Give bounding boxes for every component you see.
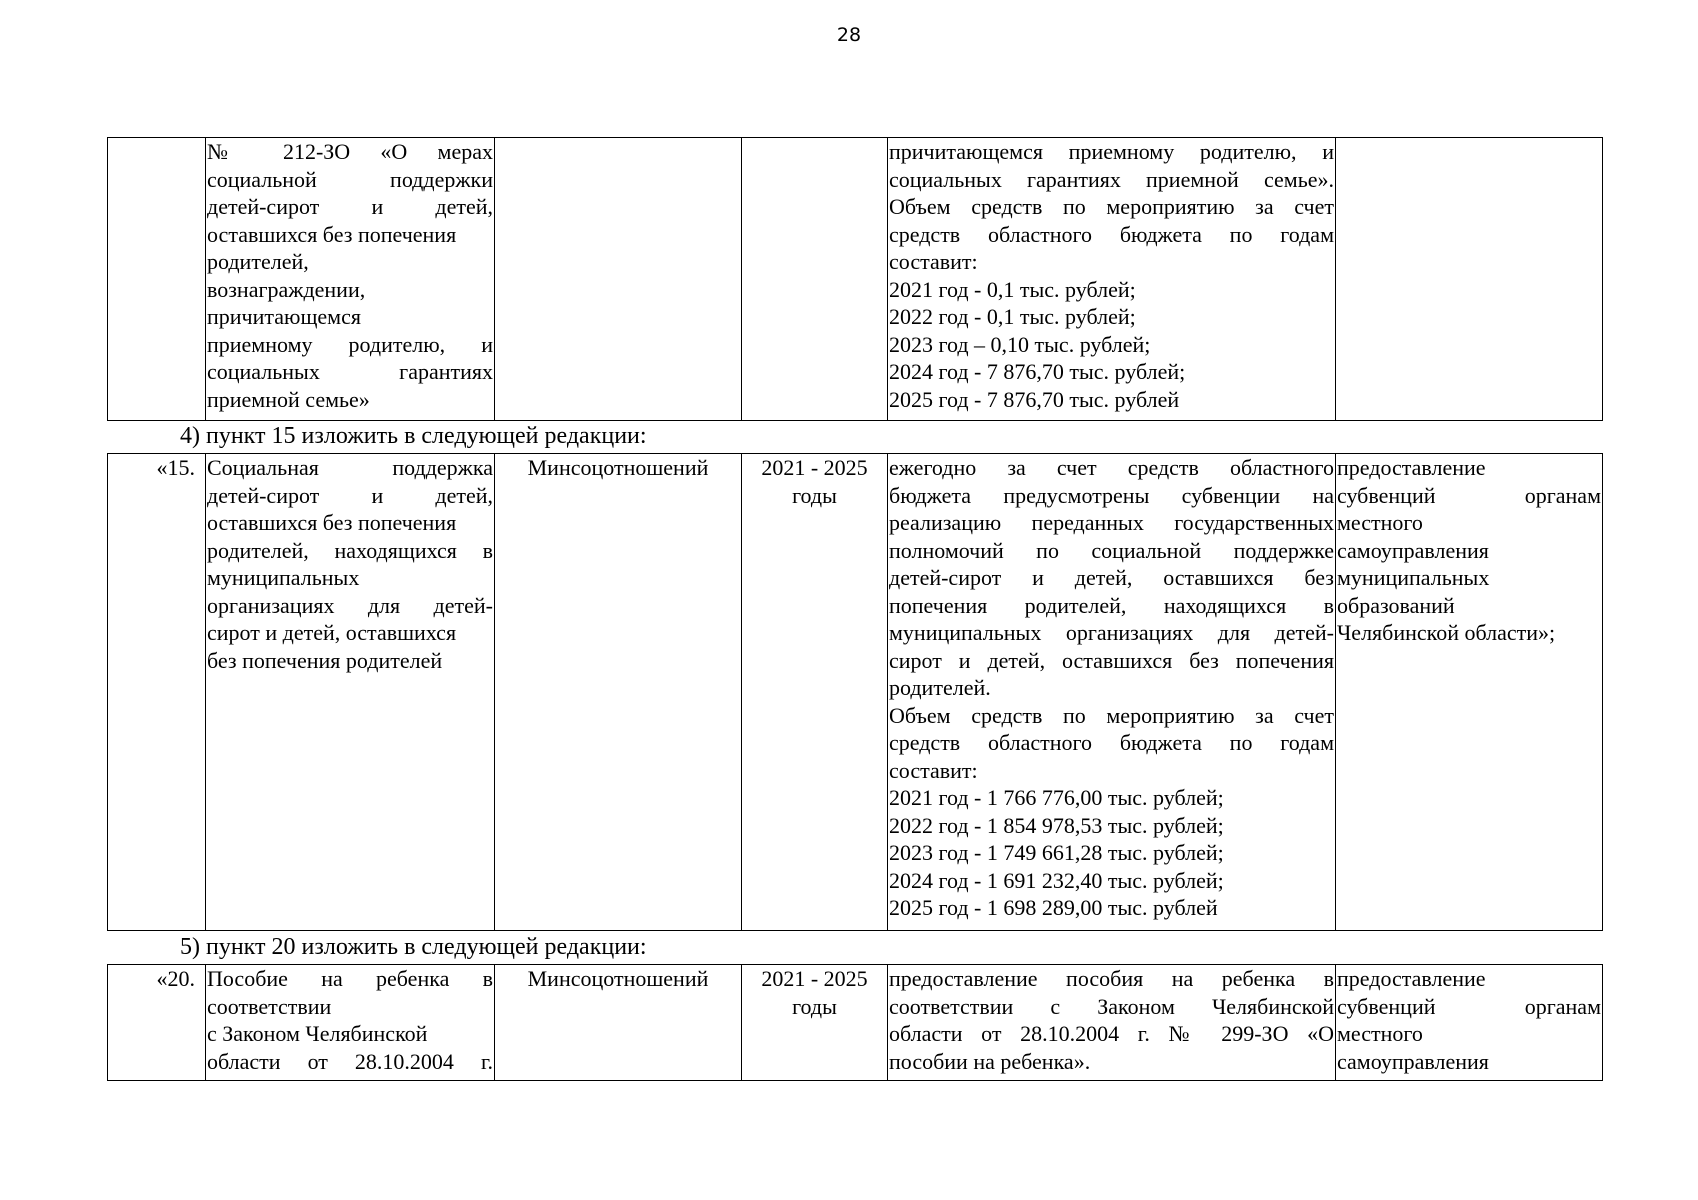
responsible-cell: Минсоцотношений xyxy=(495,965,742,1081)
text-line: составит: xyxy=(889,249,978,274)
text-line: годы xyxy=(792,482,837,508)
text-line: области от 28.10.2004 г. № 299-ЗО «О xyxy=(889,1021,1334,1046)
text-line: 2021 год - 1 766 776,00 тыс. рублей; xyxy=(889,785,1224,810)
text-line: пособии на ребенка». xyxy=(889,1048,1091,1074)
text-line: области от 28.10.2004 г. xyxy=(207,1048,493,1074)
text-line: 2024 год - 7 876,70 тыс. рублей; xyxy=(889,359,1186,384)
program-table-item-15 xyxy=(107,453,1603,931)
text-line: бюджета предусмотрены субвенции на xyxy=(889,482,1334,508)
program-table-item-20 xyxy=(107,964,1603,1081)
text-line: Объем средств по мероприятию за счет xyxy=(889,702,1334,728)
text-line: муниципальных организациях для детей- xyxy=(889,620,1334,645)
text-line: организациях для детей- xyxy=(207,592,493,618)
text-line: детей-сирот и детей, xyxy=(207,482,493,508)
text-line: полномочий по социальной поддержке xyxy=(889,537,1334,563)
item-number-cell xyxy=(108,138,206,421)
text-line: родителей. xyxy=(889,675,991,700)
page-number: 28 xyxy=(836,24,862,46)
text-line: причитающемся xyxy=(207,304,361,329)
text-line: попечения родителей, находящихся в xyxy=(889,592,1334,618)
text-line: самоуправления xyxy=(1337,537,1489,563)
text-line: родителей, находящихся в xyxy=(207,537,493,563)
text-line: муниципальных xyxy=(1337,565,1490,590)
text-line: предоставление xyxy=(1337,966,1486,991)
term-cell xyxy=(742,138,888,421)
text-line: № 212-ЗО «О мерах xyxy=(207,139,493,164)
text-line: сирот и детей, оставшихся без попечения xyxy=(889,647,1334,673)
section-heading: 4) пункт 15 изложить в следующей редакции: xyxy=(180,423,647,449)
text-line: 2024 год - 1 691 232,40 тыс. рублей; xyxy=(889,867,1224,893)
text-line: Объем средств по мероприятию за счет xyxy=(889,194,1334,219)
text-line: с Законом Челябинской xyxy=(207,1021,428,1046)
table-row xyxy=(108,965,1603,1081)
item-name-cell xyxy=(206,965,495,1081)
text-line: 2023 год – 0,10 тыс. рублей; xyxy=(889,331,1151,357)
text-line: местного xyxy=(1337,510,1423,535)
description-cell xyxy=(888,138,1336,421)
text-line: составит: xyxy=(889,757,978,783)
text-line: средств областного бюджета по годам xyxy=(889,730,1334,755)
section-heading: 5) пункт 20 изложить в следующей редакции: xyxy=(180,934,647,960)
item-name-cell xyxy=(206,138,495,421)
table-row xyxy=(108,138,1603,421)
text-line: субвенций органам xyxy=(1337,993,1601,1019)
term-cell xyxy=(742,454,888,931)
text-line: социальных гарантиях приемной семье». xyxy=(889,166,1334,192)
text-line: детей-сирот и детей, xyxy=(207,194,493,219)
text-line: оставшихся без попечения xyxy=(207,510,457,535)
text-line: причитающемся приемному родителю, и xyxy=(889,139,1334,164)
text-line: 2021 - 2025 xyxy=(761,966,868,991)
text-line: предоставление пособия на ребенка в xyxy=(889,966,1334,991)
text-line: самоуправления xyxy=(1337,1048,1489,1074)
text-line: без попечения родителей xyxy=(207,647,443,673)
text-line: социальной поддержки xyxy=(207,166,493,192)
text-line: оставшихся без попечения xyxy=(207,221,457,247)
text-line: социальных гарантиях xyxy=(207,359,493,384)
text-line: 2023 год - 1 749 661,28 тыс. рублей; xyxy=(889,840,1224,865)
text-line: муниципальных xyxy=(207,565,360,590)
text-line: Челябинской области»; xyxy=(1337,620,1556,645)
text-line: реализацию переданных государственных xyxy=(889,510,1334,535)
program-table-continuation xyxy=(107,137,1603,421)
text-line: предоставление xyxy=(1337,455,1486,480)
item-number-cell: «20. xyxy=(108,965,206,1081)
text-line: 2022 год - 0,1 тыс. рублей; xyxy=(889,304,1136,329)
text-line: приемному родителю, и xyxy=(207,331,493,357)
text-line: родителей, xyxy=(207,249,309,274)
text-line: сирот и детей, оставшихся xyxy=(207,620,457,645)
text-line: ежегодно за счет средств областного xyxy=(889,455,1334,480)
text-line: вознаграждении, xyxy=(207,276,366,302)
result-cell xyxy=(1336,454,1603,931)
text-line: годы xyxy=(792,993,837,1019)
text-line: детей-сирот и детей, оставшихся без xyxy=(889,565,1334,590)
text-line: 2025 год - 7 876,70 тыс. рублей xyxy=(889,386,1180,412)
result-cell xyxy=(1336,965,1603,1081)
description-cell xyxy=(888,965,1336,1081)
text-line: 2025 год - 1 698 289,00 тыс. рублей xyxy=(889,895,1218,920)
text-line: приемной семье» xyxy=(207,386,370,412)
responsible-cell xyxy=(495,138,742,421)
text-line: средств областного бюджета по годам xyxy=(889,221,1334,247)
item-number-cell: «15. xyxy=(108,454,206,931)
text-line: Пособие на ребенка в xyxy=(207,966,493,991)
text-line: соответствии xyxy=(207,993,332,1019)
text-line: 2022 год - 1 854 978,53 тыс. рублей; xyxy=(889,812,1224,838)
text-line: образований xyxy=(1337,592,1455,618)
text-line: Социальная поддержка xyxy=(207,455,493,480)
term-cell xyxy=(742,965,888,1081)
text-line: 2021 год - 0,1 тыс. рублей; xyxy=(889,276,1136,302)
text-line: 2021 - 2025 xyxy=(761,455,868,480)
description-cell xyxy=(888,454,1336,931)
table-row xyxy=(108,454,1603,931)
text-line: местного xyxy=(1337,1021,1423,1046)
responsible-cell: Минсоцотношений xyxy=(495,454,742,931)
result-cell xyxy=(1336,138,1603,421)
text-line: субвенций органам xyxy=(1337,482,1601,508)
item-name-cell xyxy=(206,454,495,931)
text-line: соответствии с Законом Челябинской xyxy=(889,993,1334,1019)
